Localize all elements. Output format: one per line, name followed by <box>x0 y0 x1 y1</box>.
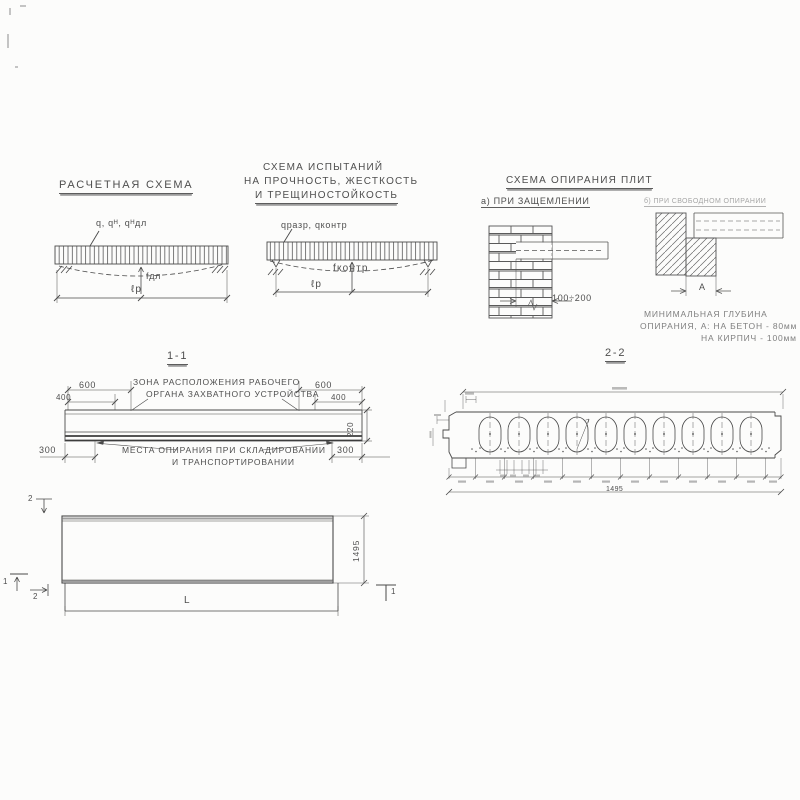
section-2-2-title: 2-2 <box>605 348 626 362</box>
scan-speck <box>9 8 11 15</box>
plan-width-dim: 1495 <box>351 539 361 562</box>
test-span-label: ℓр <box>311 279 323 290</box>
scan-speck <box>15 66 18 68</box>
test-load-label: qразр, qконтр <box>281 220 348 230</box>
plan-length-dim: L <box>184 595 191 606</box>
support-case-a-dim: 100÷200 <box>552 293 592 303</box>
scan-speck <box>7 34 9 48</box>
plan-section-mark-1-left: 1 <box>3 577 9 586</box>
dim-1495-section: 1495 <box>606 486 624 493</box>
zone-label-2: ОРГАНА ЗАХВАТНОГО УСТРОЙСТВА <box>146 389 320 399</box>
support-case-b-figure <box>656 213 783 296</box>
support-note-3: НА КИРПИЧ - 100мм <box>701 333 797 343</box>
storage-label-1: МЕСТА ОПИРАНИЯ ПРИ СКЛАДИРОВАНИИ <box>122 445 326 455</box>
test-scheme-title-2: НА ПРОЧНОСТЬ, ЖЕСТКОСТЬ <box>244 176 419 187</box>
plan-section-mark-1-right: 1 <box>391 587 397 596</box>
test-scheme-title-1: СХЕМА ИСПЫТАНИЙ <box>263 162 384 173</box>
design-scheme-title: РАСЧЕТНАЯ СХЕМА <box>59 180 193 194</box>
section-1-1-title: 1-1 <box>167 351 188 365</box>
zone-label-1: ЗОНА РАСПОЛОЖЕНИЯ РАБОЧЕГО <box>133 377 300 387</box>
section-2-2-figure <box>430 387 787 495</box>
dim-600-right: 600 <box>315 380 333 390</box>
dim-slab-height: 220 <box>346 421 355 437</box>
dim-300-left: 300 <box>39 445 57 455</box>
test-deflection-label: fконтр <box>333 263 369 274</box>
support-note-1: МИНИМАЛЬНАЯ ГЛУБИНА <box>644 309 768 319</box>
plan-section-mark-2-top: 2 <box>28 494 34 503</box>
dim-400-right: 400 <box>331 393 347 402</box>
design-load-label: q, qᴴ, qᴴдл <box>96 218 147 228</box>
support-case-a-figure <box>489 226 608 318</box>
design-span-label: ℓр <box>131 284 143 295</box>
dim-600-left: 600 <box>79 380 97 390</box>
support-scheme-title: СХЕМА ОПИРАНИЯ ПЛИТ <box>506 176 653 189</box>
plan-section-mark-2-left: 2 <box>33 592 39 601</box>
dim-300-right: 300 <box>337 445 355 455</box>
storage-label-2: И ТРАНСПОРТИРОВАНИИ <box>172 457 295 467</box>
support-case-b-dim: А <box>699 282 706 292</box>
plan-view-figure <box>10 499 396 616</box>
test-scheme-title-3: И ТРЕЩИНОСТОЙКОСТЬ <box>255 191 398 204</box>
support-case-b-label: б) ПРИ СВОБОДНОМ ОПИРАНИИ <box>644 198 767 205</box>
support-note-2: ОПИРАНИЯ, А: НА БЕТОН - 80мм <box>640 321 798 331</box>
scan-speck <box>20 5 26 7</box>
design-deflection-label: fдл <box>146 271 162 281</box>
support-case-a-label: а) ПРИ ЗАЩЕМЛЕНИИ <box>481 196 590 206</box>
dim-400-left: 400 <box>56 393 72 402</box>
